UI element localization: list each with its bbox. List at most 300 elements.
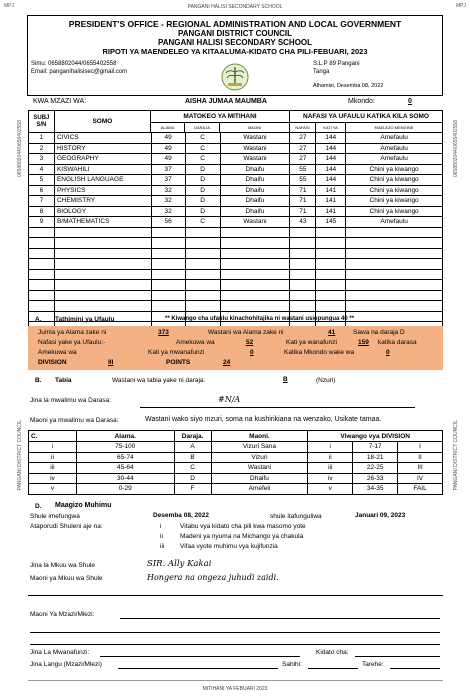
jumla-label: Jumla ya Alama zake ni: [38, 329, 107, 336]
grading-cell-range: 22-25: [353, 463, 398, 474]
cell-somo: KISWAHILI: [55, 165, 152, 176]
cell-maoni: [221, 228, 291, 239]
cell-daraja: C: [186, 154, 221, 165]
section-b-letter: B.: [35, 377, 42, 384]
nafasi-label: Nafasi yake ya Ufaulu:-: [38, 339, 106, 346]
parent-name-line[interactable]: [118, 668, 278, 669]
tabia-label: Wastani wa tabia yake ni daraja:: [112, 377, 206, 384]
parent-comment-line-2[interactable]: [30, 632, 440, 633]
date-line[interactable]: [390, 668, 440, 669]
head-teacher-name: SIR. Ally Kakai: [147, 559, 212, 569]
table-row-empty: [29, 270, 443, 281]
grading-cell-div: II: [398, 453, 443, 464]
header-email: Email: panganihalisisec@gmail.com: [31, 69, 128, 75]
cell-sn: [29, 301, 55, 312]
class-teacher-line: [140, 407, 415, 408]
head-teacher-comment: Hongera na ongeza juhudi zaidi.: [147, 573, 279, 582]
cell-kati: [316, 259, 346, 270]
class-teacher-name: #N/A: [218, 395, 241, 404]
cell-maoni: [221, 270, 291, 281]
cell-maoni: [221, 280, 291, 291]
cell-somo: PHYSICS: [55, 186, 152, 197]
grading-cell-vr: iii: [308, 463, 353, 474]
cell-somo: [55, 238, 152, 249]
top-right-mark: MPJ: [456, 3, 466, 9]
grading-cell-vr: v: [308, 484, 353, 495]
cell-maelezo: [346, 291, 443, 302]
cell-maoni: Dhaifu: [221, 207, 291, 218]
table-row-empty: [29, 291, 443, 302]
cell-sn: 5: [29, 175, 55, 186]
cell-kati: [316, 228, 346, 239]
col-somo-header: SOMO: [55, 111, 151, 133]
grading-cell-daraja: B: [175, 453, 212, 464]
grading-cell-div: III: [398, 463, 443, 474]
grading-row: [29, 442, 443, 453]
wastani-value: 41: [328, 329, 336, 336]
opening-date: Januari 09, 2023: [355, 512, 406, 519]
col-kati-header: KATI YA: [316, 123, 346, 133]
head-teacher-label: Jina la Mkuu wa Shule: [30, 562, 96, 569]
cell-daraja: D: [186, 165, 221, 176]
cell-maelezo: [346, 312, 443, 323]
grading-cell-daraja: C: [175, 463, 212, 474]
grading-row: [29, 463, 443, 474]
cell-nafasi: [290, 249, 316, 260]
bring-item-number: ii: [160, 533, 163, 540]
student-name-label: Jina La Mwanafunzi:: [30, 649, 90, 656]
signature-line[interactable]: [308, 668, 358, 669]
grading-row: [29, 474, 443, 485]
cell-sn: [29, 259, 55, 270]
cell-maelezo: [346, 249, 443, 260]
cell-maoni: [221, 238, 291, 249]
cell-sn: 9: [29, 217, 55, 228]
points-label: POINTS: [166, 359, 191, 366]
cell-daraja: D: [186, 196, 221, 207]
school-logo-icon: [220, 62, 250, 92]
cell-alama: 37: [152, 175, 186, 186]
cell-alama: 56: [152, 217, 186, 228]
bring-item: [160, 543, 306, 553]
cell-sn: 4: [29, 165, 55, 176]
section-d-title: Maagizo Muhimu: [55, 502, 112, 509]
cell-nafasi: 71: [290, 207, 316, 218]
cell-sn: 8: [29, 207, 55, 218]
cell-maoni: Wastani: [221, 154, 291, 165]
cell-kati: 144: [316, 144, 346, 155]
cell-sn: [29, 238, 55, 249]
form-label: Kidato cha:: [316, 649, 349, 656]
cell-somo: B/MATHEMATICS: [55, 217, 152, 228]
cell-nafasi: [290, 270, 316, 281]
amekuwa-value: 52: [246, 339, 254, 346]
cell-maelezo: Chini ya kiwango: [346, 196, 443, 207]
parent-name-label: Jina Langu (Mzazi/Mlezi): [30, 661, 102, 668]
cell-somo: [55, 270, 152, 281]
cell-maoni: Wastani: [221, 144, 291, 155]
cell-daraja: C: [186, 217, 221, 228]
table-row-empty: [29, 301, 443, 312]
cell-maelezo: Chini ya kiwango: [346, 186, 443, 197]
parent-comment-line-1[interactable]: [120, 618, 440, 619]
sawa-label: Sawa na daraja D: [353, 329, 405, 336]
running-header: PANGANI HALISI SECONDARY SCHOOL: [187, 4, 283, 10]
cell-nafasi: [290, 228, 316, 239]
cell-somo: [55, 228, 152, 239]
cell-sn: 2: [29, 144, 55, 155]
section-a-letter: A.: [35, 316, 42, 323]
grading-row: [29, 453, 443, 464]
cell-maoni: Dhaifu: [221, 165, 291, 176]
left-side-council: PANGANI DISTRICT COUNCIL: [17, 420, 23, 491]
header-po-box: S.L.P 89 Pangani: [313, 61, 360, 67]
grading-alama-header: Alama.: [77, 431, 175, 442]
cell-maelezo: Chini ya kiwango: [346, 207, 443, 218]
cell-alama: 32: [152, 186, 186, 197]
header-date: Alhamisi, Desemba 08, 2022: [313, 83, 384, 89]
header-school: PANGANI HALISI SECONDARY SCHOOL: [157, 38, 313, 47]
grading-cell-div: IV: [398, 474, 443, 485]
grading-cell-range: 34-35: [353, 484, 398, 495]
jumla-value: 373: [158, 329, 169, 336]
result-rows: [29, 133, 443, 333]
cell-alama: 32: [152, 207, 186, 218]
table-row: [29, 165, 443, 176]
cell-daraja: C: [186, 133, 221, 144]
table-row-empty: [29, 280, 443, 291]
signature-label: Sahihi:: [282, 661, 302, 668]
cell-maoni: Dhaifu: [221, 186, 291, 197]
cell-nafasi: 55: [290, 165, 316, 176]
cell-sn: [29, 249, 55, 260]
cell-somo: CIVICS: [55, 133, 152, 144]
cell-daraja: D: [186, 207, 221, 218]
group-matokeo-header: MATOKEO YA MITIHANI: [151, 111, 290, 123]
bring-items-label: Ataporudi Shuleni aje na:: [30, 523, 103, 530]
grading-cell-div: FAIL: [398, 484, 443, 495]
cell-maoni: Wastani: [221, 217, 291, 228]
section-a-note: ** Kiwango cha ufaulu kinachohitajika ni wastani usiopungua 40 **: [165, 316, 355, 322]
cell-maelezo: [346, 270, 443, 281]
cell-daraja: [186, 249, 221, 260]
header-council: PANGANI DISTRICT COUNCIL: [177, 29, 293, 38]
bring-item: [160, 533, 306, 543]
kati2-label: Kati ya mwanafunzi: [148, 349, 205, 356]
cell-maoni: [221, 301, 291, 312]
cell-kati: [316, 249, 346, 260]
cell-sn: 3: [29, 154, 55, 165]
table-row: [29, 217, 443, 228]
running-footer: MITIHANI YA FEBUARI 2023: [202, 686, 268, 692]
cell-maelezo: [346, 280, 443, 291]
bring-item-number: i: [160, 523, 162, 530]
cell-somo: CHEMISTRY: [55, 196, 152, 207]
cell-nafasi: 43: [290, 217, 316, 228]
grading-rows: [29, 442, 443, 495]
cell-daraja: [186, 301, 221, 312]
grading-cell-range: 18-21: [353, 453, 398, 464]
cell-sn: 1: [29, 133, 55, 144]
cell-alama: 32: [152, 196, 186, 207]
tabia-value: B: [283, 376, 288, 383]
bring-item-text: Madeni ya nyuma na Michango ya chakula: [180, 533, 304, 540]
grading-cell-r: iv: [29, 474, 77, 485]
cell-somo: HISTORY: [55, 144, 152, 155]
cell-alama: 49: [152, 154, 186, 165]
opening-label: shule itafunguliwa: [270, 513, 322, 520]
results-table: [28, 110, 443, 333]
cell-kati: 145: [316, 217, 346, 228]
grading-daraja-header: Daraja.: [175, 431, 212, 442]
table-row: [29, 207, 443, 218]
points-value: 24: [223, 359, 231, 366]
wastani-label: Wastani wa Alama zake ni: [208, 329, 284, 336]
grading-cell-alama: 0-29: [77, 484, 175, 495]
table-row-empty: [29, 228, 443, 239]
division-label: DIVISION: [38, 359, 67, 366]
bring-item: [160, 523, 306, 533]
amekuwa2-label: Amekuwa wa: [38, 349, 77, 356]
cell-maelezo: [346, 301, 443, 312]
grading-cell-vr: i: [308, 442, 353, 453]
cell-sn: 7: [29, 196, 55, 207]
table-row: [29, 154, 443, 165]
col-sn-header: SUBJ S/N: [29, 111, 55, 133]
report-header: [27, 15, 443, 96]
table-row-empty: [29, 249, 443, 260]
parent-divider: [28, 595, 443, 596]
cell-nafasi: 71: [290, 186, 316, 197]
table-row: [29, 196, 443, 207]
cell-daraja: [186, 238, 221, 249]
cell-sn: [29, 270, 55, 281]
cell-maoni: Dhaifu: [221, 196, 291, 207]
closing-date: Desemba 08, 2022: [153, 512, 210, 519]
cell-daraja: D: [186, 175, 221, 186]
grading-table: [28, 430, 443, 495]
cell-kati: [316, 238, 346, 249]
cell-nafasi: 71: [290, 196, 316, 207]
date-label: Tarehe:: [362, 661, 384, 668]
cell-maoni: [221, 259, 291, 270]
student-name: AISHA JUMAA MAUMBA: [185, 98, 267, 105]
grading-maoni-header: Maoni.: [212, 431, 309, 442]
cell-alama: [152, 301, 186, 312]
grading-cell-maoni: Wastani: [212, 463, 309, 474]
table-row: [29, 186, 443, 197]
cell-alama: [152, 280, 186, 291]
col-maelezo-header: MAELEZO MENGINE: [346, 123, 443, 133]
cell-somo: [55, 280, 152, 291]
grading-cell-maoni: Vizuri Sana: [212, 442, 309, 453]
col-daraja-header: DARAJA: [185, 123, 220, 133]
cell-daraja: [186, 259, 221, 270]
mkondo-label: Mkondo:: [348, 98, 375, 105]
grading-cell-r: ii: [29, 453, 77, 464]
amekuwa-label: Amekuwa wa: [176, 339, 215, 346]
cell-sn: [29, 291, 55, 302]
grading-cell-alama: 65-74: [77, 453, 175, 464]
group-nafasi-header: NAFASI YA UFAULU KATIKA KILA SOMO: [290, 111, 443, 123]
performance-summary: [28, 326, 443, 370]
division-value: III: [108, 359, 114, 366]
cell-kati: 144: [316, 133, 346, 144]
cell-kati: [316, 291, 346, 302]
cell-nafasi: [290, 259, 316, 270]
cell-kati: 144: [316, 165, 346, 176]
cell-kati: 141: [316, 207, 346, 218]
top-left-mark: MPJ: [4, 3, 14, 9]
cell-sn: [29, 280, 55, 291]
grading-cell-vr: iv: [308, 474, 353, 485]
grading-row: [29, 484, 443, 495]
mkondo-value: 0: [408, 98, 412, 105]
grading-cell-alama: 30-44: [77, 474, 175, 485]
mkondo-a-value: 0: [386, 349, 390, 356]
table-row: [29, 144, 443, 155]
header-report-title: RIPOTI YA MAENDELEO YA KITAALUMA-KIDATO CHA PILI-FEBUARI, 2023: [102, 47, 368, 56]
cell-maelezo: Amefaulu: [346, 144, 443, 155]
cell-nafasi: [290, 238, 316, 249]
cell-daraja: [186, 270, 221, 281]
cell-nafasi: [290, 280, 316, 291]
cell-kati: 144: [316, 175, 346, 186]
cell-alama: 37: [152, 165, 186, 176]
grading-cell-range: 7-17: [353, 442, 398, 453]
header-town: Tanga: [313, 69, 330, 75]
cell-somo: ENGLISH LANGUAGE: [55, 175, 152, 186]
table-row: [29, 133, 443, 144]
grading-viwango-header: Viwango vya DIVISION: [308, 431, 443, 442]
cell-nafasi: [290, 291, 316, 302]
cell-kati: [316, 270, 346, 281]
cell-sn: [29, 228, 55, 239]
header-phone: Simu: 0658802044/0655402558: [31, 61, 117, 67]
grading-cell-daraja: F: [175, 484, 212, 495]
cell-kati: 141: [316, 186, 346, 197]
cell-sn: 6: [29, 186, 55, 197]
cell-kati: [316, 301, 346, 312]
cell-daraja: [186, 228, 221, 239]
head-teacher-comment-label: Maoni ya Mkuu wa Shule: [30, 575, 103, 582]
cell-somo: [55, 249, 152, 260]
col-nafasi-header: NAFASI: [290, 123, 316, 133]
kati-value: 159: [358, 339, 369, 346]
cell-somo: [55, 301, 152, 312]
header-ministry: PRESIDENT'S OFFICE - REGIONAL ADMINISTRATION AND LOCAL GOVERNMENT: [68, 19, 402, 29]
cell-alama: [152, 291, 186, 302]
grading-c-letter: C.: [29, 431, 77, 442]
cell-daraja: [186, 280, 221, 291]
cell-somo: [55, 291, 152, 302]
grading-cell-maoni: Dhaifu: [212, 474, 309, 485]
kati-label: Kati ya wanafunzi: [286, 339, 337, 346]
table-row-empty: [29, 238, 443, 249]
cell-somo: GEOGRAPHY: [55, 154, 152, 165]
cell-somo: [55, 259, 152, 270]
section-d-letter: D.: [35, 503, 42, 510]
grading-cell-daraja: A: [175, 442, 212, 453]
grading-cell-alama: 75-100: [77, 442, 175, 453]
grading-cell-daraja: D: [175, 474, 212, 485]
col-alama-header: ALAMA: [151, 123, 185, 133]
tabia-note: (Nzuri): [316, 377, 336, 384]
grading-cell-div: I: [398, 442, 443, 453]
grading-cell-vr: ii: [308, 453, 353, 464]
parent-comment-line-3[interactable]: [30, 644, 440, 645]
cell-alama: 49: [152, 133, 186, 144]
bring-item-number: iii: [160, 543, 165, 550]
cell-nafasi: 27: [290, 133, 316, 144]
right-side-number: 0658802044/0655402558: [453, 120, 459, 178]
section-b-title: Tabia: [55, 377, 72, 384]
cell-nafasi: 55: [290, 175, 316, 186]
kati2-value: 0: [250, 349, 254, 356]
katika-label: katika darasa: [378, 339, 417, 346]
grading-cell-range: 26-33: [353, 474, 398, 485]
section-a-title: Tathimini ya Ufaulu: [55, 316, 115, 323]
cell-daraja: [186, 291, 221, 302]
cell-maelezo: Chini ya kiwango: [346, 175, 443, 186]
cell-maelezo: [346, 238, 443, 249]
cell-maelezo: Chini ya kiwango: [346, 165, 443, 176]
cell-maelezo: Amefaulu: [346, 217, 443, 228]
student-label: KWA MZAZI WA:: [33, 98, 87, 105]
col-maoni-header: MAONI: [220, 123, 290, 133]
cell-nafasi: [290, 301, 316, 312]
grading-cell-r: i: [29, 442, 77, 453]
cell-nafasi: 27: [290, 144, 316, 155]
left-side-number: 0658802044/0655402558: [17, 120, 23, 178]
grading-cell-alama: 45-64: [77, 463, 175, 474]
form-line[interactable]: [355, 656, 440, 657]
cell-maoni: [221, 249, 291, 260]
class-teacher-comment-label: Maoni ya mwalimu wa Darasa:: [30, 417, 119, 424]
cell-daraja: D: [186, 186, 221, 197]
bring-items-list: [160, 523, 306, 553]
table-row-empty: [29, 259, 443, 270]
cell-kati: 144: [316, 154, 346, 165]
cell-alama: [152, 270, 186, 281]
class-teacher-comment: Wastani wako siyo mzuri, soma na kushirikiana na wenzako, Usikate tamaa.: [145, 416, 382, 423]
grading-cell-r: v: [29, 484, 77, 495]
cell-maoni: Wastani: [221, 133, 291, 144]
grading-cell-r: iii: [29, 463, 77, 474]
student-name-line[interactable]: [100, 656, 300, 657]
closing-label: Shule imefungwa: [30, 513, 80, 520]
grading-cell-maoni: Amefeli: [212, 484, 309, 495]
cell-somo: BIOLOGY: [55, 207, 152, 218]
cell-nafasi: 27: [290, 154, 316, 165]
table-row: [29, 175, 443, 186]
cell-alama: 49: [152, 144, 186, 155]
grading-cell-maoni: Vizuri: [212, 453, 309, 464]
class-teacher-label: Jina la mwalimu wa Darasa:: [30, 397, 111, 404]
cell-kati: 141: [316, 196, 346, 207]
cell-alama: [152, 228, 186, 239]
cell-alama: [152, 238, 186, 249]
cell-kati: [316, 280, 346, 291]
cell-maoni: Dhaifu: [221, 175, 291, 186]
cell-maelezo: [346, 259, 443, 270]
mkondo-a-label: Katika Mkondo wake wa: [284, 349, 355, 356]
footer-divider: [28, 680, 443, 681]
cell-maoni: [221, 291, 291, 302]
bring-item-text: Vifaa vyote muhimu vya kujifunzia: [180, 543, 278, 550]
cell-alama: [152, 259, 186, 270]
cell-daraja: C: [186, 144, 221, 155]
